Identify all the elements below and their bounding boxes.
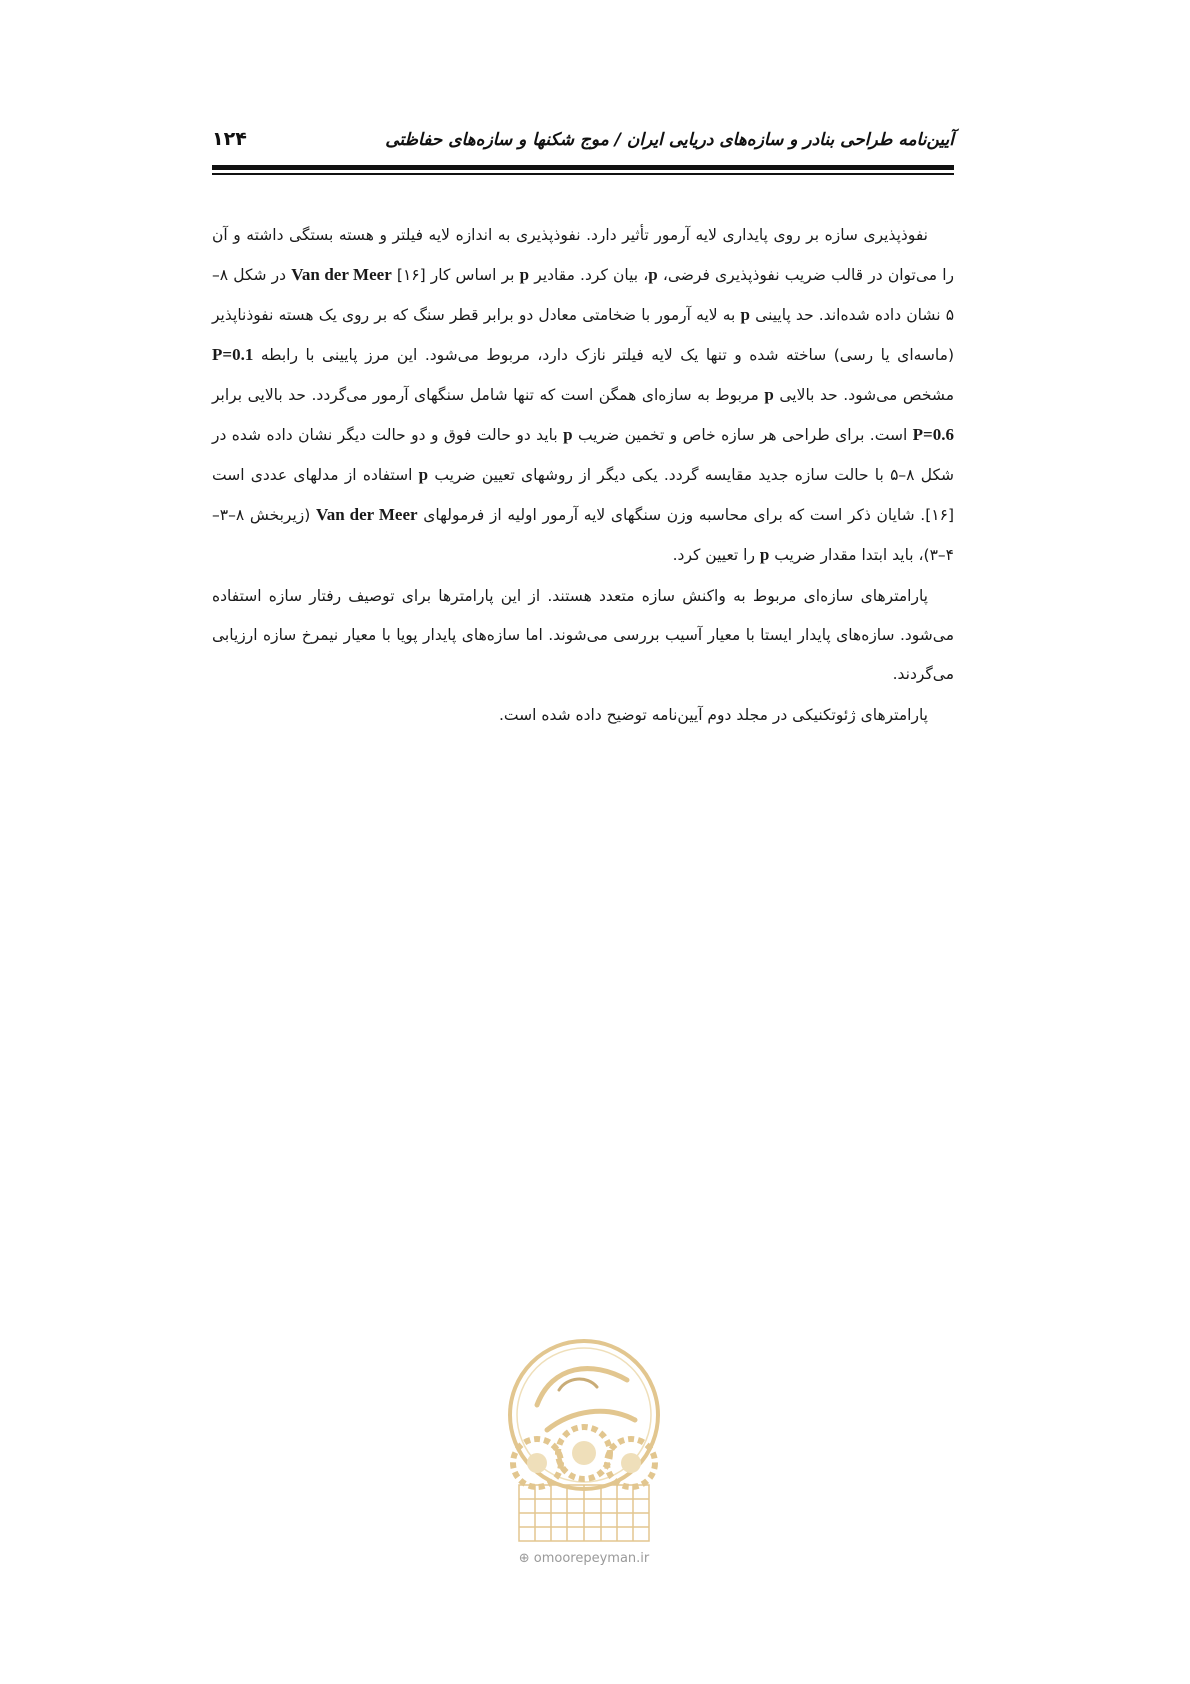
body-text — [212, 216, 954, 737]
text-segment: مربوط به سازه‌ای همگن است که تنها شامل سنگهای آرمور می‌گردد. حد بالایی برابر — [212, 386, 765, 404]
running-title: آیین‌نامه طراحی بنادر و سازه‌های دریایی ایران / موج شکنها و سازه‌های حفاظتی — [385, 130, 954, 150]
symbol-p: p — [740, 305, 750, 324]
text-segment: استفاده از مدلهای عددی است [۱۶]. شایان ذکر است که برای محاسبه وزن سنگهای لایه آرمور اولیه از فرمولهای — [212, 466, 955, 524]
paragraph-structural-parameters — [212, 577, 954, 694]
author-name: Van der Meer — [315, 505, 418, 524]
text-segment: پارامترهای سازه‌ای مربوط به واکنش سازه متعدد هستند. از این پارامترها برای توصیف رفتار سازه استفاده می‌شود. سازه‌های پایدار ایستا با معیار آسیب بررسی می‌شوند. اما سازه‌های پایدار پویا با معیار نیمرخ سازه ارزیابی می‌گردند. — [212, 587, 954, 683]
text-segment: مشخص می‌شود. حد بالایی — [773, 386, 954, 404]
page-header — [212, 124, 954, 160]
text-segment: [۱۶] در شکل ۸–۵ نشان داده شده‌اند. حد پایینی — [212, 266, 955, 324]
formula-p-lower: P=0.1 — [212, 345, 254, 364]
symbol-p: p — [418, 465, 429, 484]
watermark-url — [497, 1551, 671, 1566]
symbol-p: p — [519, 265, 530, 284]
header-rule-thick — [212, 165, 954, 170]
symbol-p: p — [764, 385, 774, 404]
text-segment: (زیربخش ۸–۳–۴–۳)، باید ابتدا مقدار ضریب — [212, 506, 954, 564]
text-segment: را تعیین کرد. — [672, 546, 760, 564]
text-segment: ، بیان کرد. مقادیر — [529, 266, 649, 284]
publisher-logo-watermark — [497, 1335, 671, 1549]
formula-p-upper: P=0.6 — [912, 425, 954, 444]
globe-icon: ⊕ — [518, 1551, 530, 1566]
text-segment: است. برای طراحی هر سازه خاص و تخمین ضریب — [572, 426, 913, 444]
symbol-p: p — [563, 425, 573, 444]
text-segment: بر اساس کار — [425, 266, 520, 284]
watermark-url-text: omoorepeyman.ir — [533, 1551, 650, 1566]
header-rule-thin — [212, 173, 954, 175]
paragraph-geotechnical — [212, 696, 954, 735]
page-number: ۱۲۴ — [212, 128, 247, 150]
paragraph-permeability — [212, 216, 954, 575]
author-name: Van der Meer — [291, 265, 392, 284]
text-segment: باید دو حالت فوق و دو حالت دیگر نشان داده شده در شکل ۸–۵ با حالت سازه جدید مقایسه گردد. یکی دیگر از روشهای تعیین ضریب — [212, 426, 954, 484]
symbol-p: p — [759, 545, 770, 564]
text-segment: پارامترهای ژئوتکنیکی در مجلد دوم آیین‌نامه توضیح داده شده است. — [498, 706, 928, 724]
symbol-p: p — [648, 265, 658, 284]
text-segment: نفوذپذیری سازه بر روی پایداری لایه آرمور تأثیر دارد. نفوذپذیری به اندازه لایه فیلتر و هسته بستگی داشته و آن را می‌توان در قالب ضریب نفوذپذیری فرضی، — [212, 226, 955, 284]
text-segment: به لایه آرمور با ضخامتی معادل دو برابر قطر سنگ که بر روی یک هسته نفوذناپذیر (ماسه‌ای یا رسی) ساخته شده و تنها یک لایه فیلتر نازک دارد، مربوط می‌شود. این مرز پایینی با رابطه — [212, 306, 954, 364]
